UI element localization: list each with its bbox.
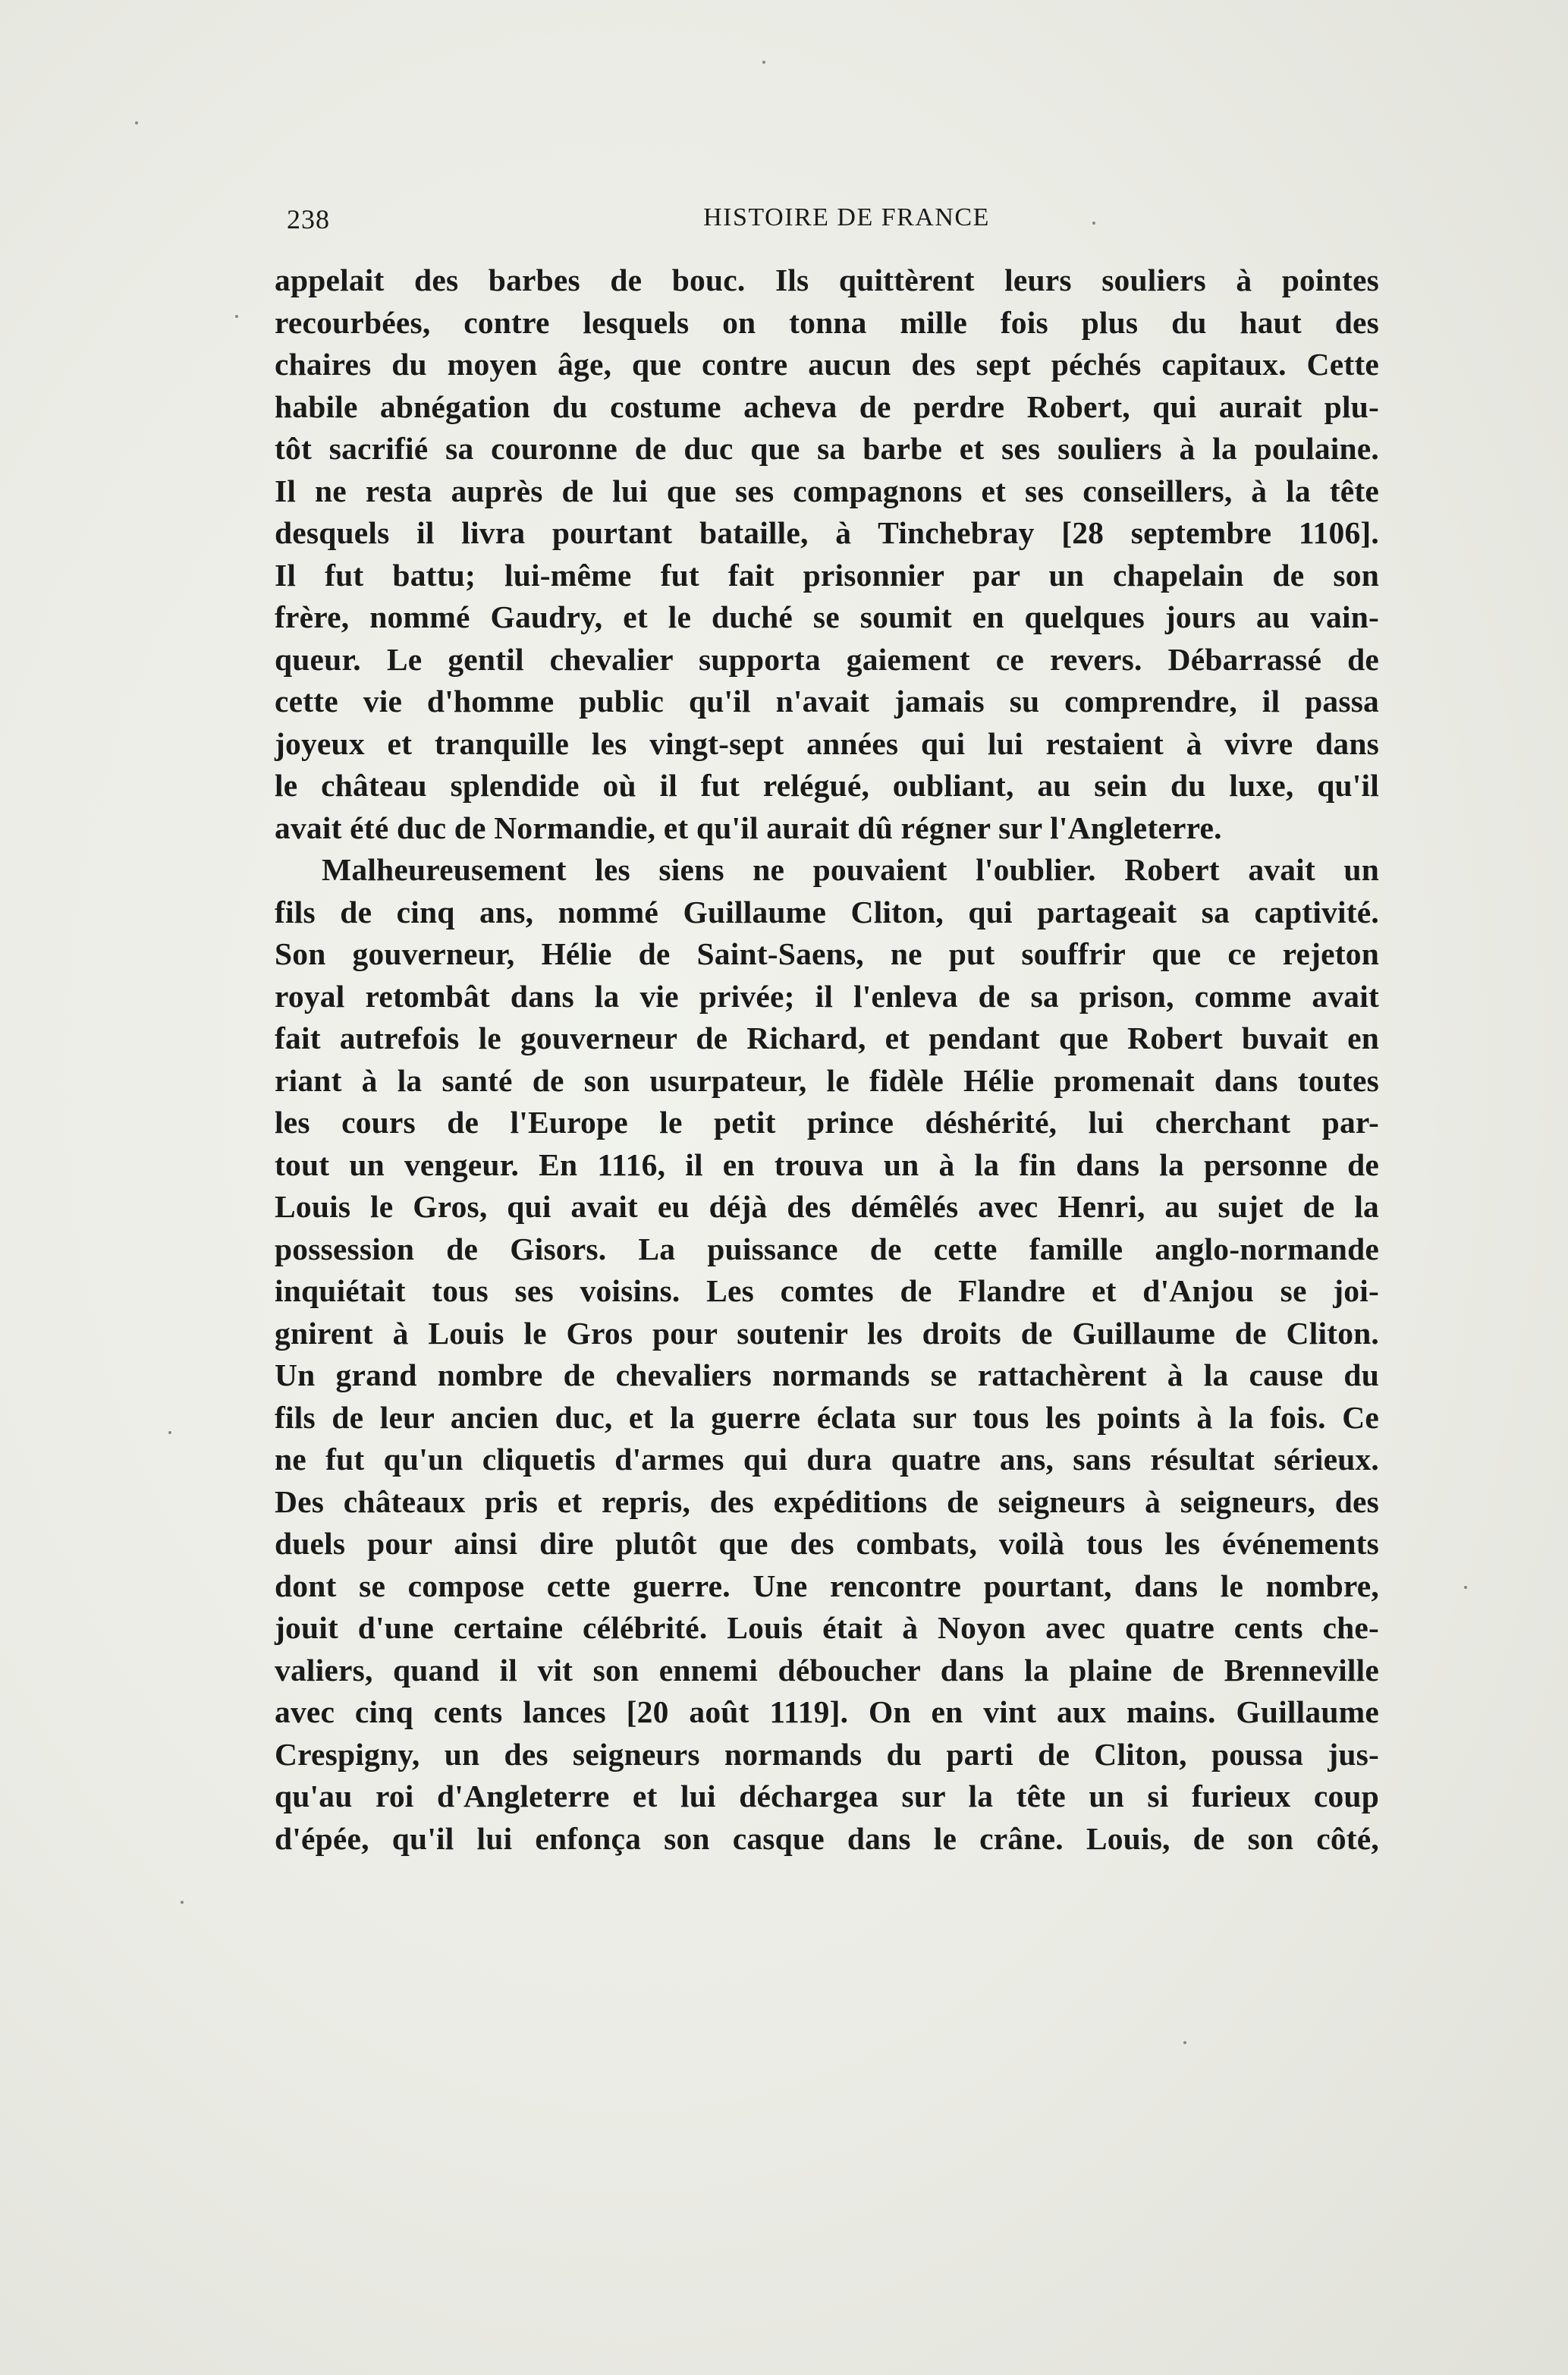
- page-header: [287, 203, 1379, 241]
- paper-speck: [135, 121, 138, 124]
- text-line: habile abnégation du costume acheva de perdre Robert, qui aurait plu-: [275, 388, 1379, 424]
- text-line: tout un vengeur. En 1116, il en trouva un à la fin dans la personne de: [275, 1147, 1379, 1182]
- paragraph: [275, 260, 1379, 849]
- text-line: riant à la santé de son usurpateur, le fidèle Hélie promenait dans toutes: [275, 1062, 1379, 1098]
- text-line: gnirent à Louis le Gros pour soutenir les droits de Guillaume de Cliton.: [275, 1315, 1379, 1351]
- text-line: queur. Le gentil chevalier supporta gaiement ce revers. Débarrassé de: [275, 641, 1379, 677]
- text-line: ne fut qu'un cliquetis d'armes qui dura quatre ans, sans résultat sérieux.: [275, 1442, 1379, 1477]
- text-line: Son gouverneur, Hélie de Saint-Saens, ne put souffrir que ce rejeton: [275, 936, 1379, 971]
- paper-speck: [168, 1431, 171, 1434]
- text-line: valiers, quand il vit son ennemi déboucher dans la plaine de Brenneville: [275, 1652, 1379, 1688]
- text-line: le château splendide où il fut relégué, oubliant, au sein du luxe, qu'il: [275, 768, 1379, 803]
- paper-speck: [1183, 2041, 1186, 2044]
- text-line: Malheureusement les siens ne pouvaient l'oublier. Robert avait un: [322, 852, 1379, 887]
- text-line: les cours de l'Europe le petit prince déshérité, lui cherchant par-: [275, 1105, 1379, 1140]
- paper-speck: [762, 61, 765, 64]
- text-line: Il fut battu; lui-même fut fait prisonnier par un chapelain de son: [275, 557, 1379, 593]
- paper-speck: [1092, 222, 1095, 225]
- text-line: recourbées, contre lesquels on tonna mille fois plus du haut des: [275, 304, 1379, 340]
- text-line: avait été duc de Normandie, et qu'il aurait dû régner sur l'Angleterre.: [275, 810, 1222, 845]
- text-line: royal retombât dans la vie privée; il l'enleva de sa prison, comme avait: [275, 978, 1379, 1014]
- text-line: joyeux et tranquille les vingt-sept années qui lui restaient à vivre dans: [275, 725, 1379, 761]
- page-number: 238: [287, 204, 330, 234]
- text-line: desquels il livra pourtant bataille, à Tinchebray [28 septembre 1106].: [275, 515, 1379, 550]
- text-line: chaires du moyen âge, que contre aucun des sept péchés capitaux. Cette: [275, 347, 1379, 382]
- text-line: Un grand nombre de chevaliers normands se rattachèrent à la cause du: [275, 1357, 1379, 1392]
- text-line: qu'au roi d'Angleterre et lui déchargea sur la tête un si furieux coup: [275, 1779, 1379, 1813]
- text-line: tôt sacrifié sa couronne de duc que sa barbe et ses souliers à la poulaine.: [275, 431, 1379, 466]
- text-line: jouit d'une certaine célébrité. Louis était à Noyon avec quatre cents che-: [275, 1610, 1379, 1645]
- text-line: Des châteaux pris et repris, des expéditions de seigneurs à seigneurs, des: [275, 1483, 1379, 1519]
- text-line: inquiétait tous ses voisins. Les comtes de Flandre et d'Anjou se joi-: [275, 1273, 1379, 1308]
- text-line: Crespigny, un des seigneurs normands du parti de Cliton, poussa jus-: [275, 1736, 1379, 1772]
- text-line: appelait des barbes de bouc. Ils quittèrent leurs souliers à pointes: [275, 263, 1379, 297]
- text-line: possession de Gisors. La puissance de cette famille anglo-normande: [275, 1231, 1379, 1266]
- text-line: Il ne resta auprès de lui que ses compagnons et ses conseillers, à la tête: [275, 473, 1379, 508]
- text-line: fait autrefois le gouverneur de Richard, et pendant que Robert buvait en: [275, 1021, 1379, 1055]
- paper-speck: [235, 315, 238, 318]
- paper-speck: [181, 1901, 184, 1904]
- text-line: fils de leur ancien duc, et la guerre éclata sur tous les points à la fois. Ce: [275, 1399, 1379, 1435]
- text-line: duels pour ainsi dire plutôt que des combats, voilà tous les événements: [275, 1526, 1379, 1561]
- body-text: [275, 260, 1379, 1860]
- text-line: dont se compose cette guerre. Une rencontre pourtant, dans le nombre,: [275, 1568, 1379, 1603]
- paper-speck: [1464, 1586, 1467, 1589]
- text-line: cette vie d'homme public qu'il n'avait jamais su comprendre, il passa: [275, 684, 1379, 719]
- paragraph: [275, 849, 1379, 1860]
- text-line: frère, nommé Gaudry, et le duché se soumit en quelques jours au vain-: [275, 599, 1379, 634]
- text-line: d'épée, qu'il lui enfonça son casque dans le crâne. Louis, de son côté,: [275, 1820, 1379, 1856]
- text-line: avec cinq cents lances [20 août 1119]. On en vint aux mains. Guillaume: [275, 1694, 1379, 1729]
- text-line: fils de cinq ans, nommé Guillaume Cliton, qui partageait sa captivité.: [275, 894, 1379, 930]
- text-line: Louis le Gros, qui avait eu déjà des démêlés avec Henri, au sujet de la: [275, 1189, 1379, 1224]
- running-head: HISTOIRE DE FRANCE: [703, 203, 990, 231]
